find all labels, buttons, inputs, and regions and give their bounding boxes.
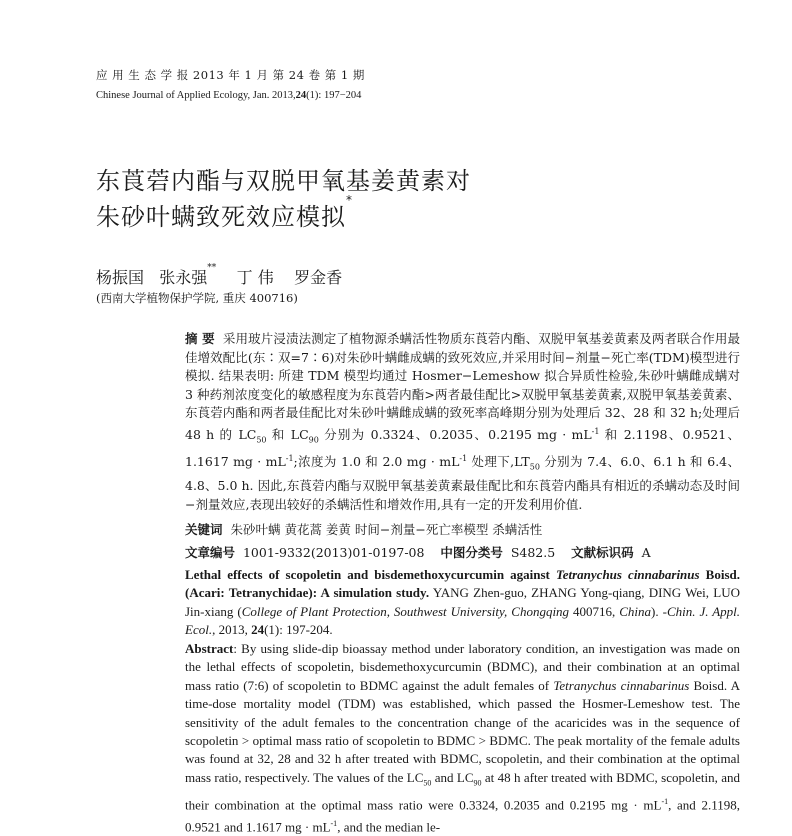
- affil-text: (: [237, 603, 242, 619]
- doc-code: A: [641, 545, 651, 560]
- affil-text: ). -: [651, 603, 667, 619]
- abstract-en-text: , and 2.1198, 0.9521 and 1.1617 mg · mL: [185, 797, 740, 834]
- abstract-en-label: Abstract: [185, 641, 234, 656]
- header-en-volume: 24: [295, 90, 307, 101]
- journal-header-cn: 应 用 生 态 学 报 2013 年 1 月 第 24 卷 第 1 期: [96, 68, 365, 82]
- paper-title-line1: 东莨菪内酯与双脱甲氧基姜黄素对: [96, 167, 471, 195]
- abstract-cn-text: 处理下,LT: [467, 454, 530, 470]
- paper-title-line2: [96, 193, 353, 232]
- affil-text: 400716,: [569, 603, 620, 619]
- keywords-text: 朱砂叶螨 黄花蒿 姜黄 时间−剂量−死亡率模型 杀螨活性: [230, 522, 543, 537]
- subscript: 50: [423, 778, 432, 788]
- abstract-cn-text: 采用玻片浸渍法测定了植物源杀螨活性物质东莨菪内酯、双脱甲氧基姜黄素及两者联合作用最佳增效配比(东∶双=7∶6)对朱砂叶螨雌成螨的致死效应,并采用时间−剂量−死亡率(TDM)模型进行模拟. 结果表明: 所建 TDM 模型均通过 Hosmer−Lemeshow 拟合异质性检验,朱砂叶螨雌成螨对 3 种药剂浓度变化的敏感程度为东莨菪内酯>两者最佳配比>双脱甲氧基姜黄素,双脱甲氧基姜黄素、东莨菪内酯和两者最佳配比对朱砂叶螨雌成螨的致死率高峰期分别为处理后 32、28 和 32 h;处理后 48 h 的 LC: [185, 331, 740, 443]
- species-name: Tetranychus cinnabarinus: [555, 567, 700, 582]
- species-name: Tetranychus cinnabarinus: [553, 677, 690, 693]
- subscript: 50: [256, 435, 267, 445]
- abstract-cn-text: 分别为 7.4、6.0、6.1 h 和 6.4、4.8、5.0 h. 因此,东莨菪内酯与双脱甲氧基姜黄素最佳配比和东莨菪内酯具有相近的杀螨动态及时间−剂量效应,表现出较好的杀螨活性和增效作用,具有一定的开发利用价值.: [185, 454, 741, 513]
- journal-header-en: [96, 90, 361, 101]
- citation-volume: 24: [251, 622, 265, 638]
- superscript: -1: [459, 454, 468, 464]
- abstract-cn-text: ;浓度为 1.0 和 2.0 mg · mL: [293, 454, 460, 470]
- english-title-text: Lethal effects of scopoletin and bisdemethoxycurcumin against: [185, 567, 556, 582]
- affil-italic: College of Plant Protection, Southwest University, Chongqing: [241, 603, 570, 619]
- keywords: [185, 520, 542, 538]
- title-footnote-mark: *: [346, 193, 353, 207]
- citation-text: (1): 197-204.: [264, 622, 333, 638]
- subscript: 90: [308, 435, 319, 445]
- abstract-cn-text: 和 2.1198、0.9521、1.1617 mg · mL: [185, 427, 740, 470]
- header-en-prefix: Chinese Journal of Applied Ecology, Jan. 2013,: [96, 90, 296, 101]
- clc-label: 中图分类号: [440, 545, 503, 560]
- citation-text: , 2013,: [212, 622, 252, 638]
- keywords-label: 关键词: [185, 522, 223, 537]
- english-title-text: Boisd. (Acari: Tetranychidae): A simulation study.: [185, 567, 741, 601]
- superscript: -1: [330, 818, 338, 828]
- abstract-cn: [185, 330, 740, 515]
- author-1: 杨振国: [96, 268, 145, 287]
- clc-code: S482.5: [510, 545, 556, 560]
- superscript: -1: [661, 796, 669, 806]
- article-no: 1001-9332(2013)01-0197-08: [242, 545, 425, 560]
- affiliation: (西南大学植物保护学院, 重庆 400716): [96, 291, 298, 305]
- abstract-cn-text: 分别为 0.3324、0.2035、0.2195 mg · mL: [318, 427, 592, 443]
- abstract-cn-text: 和 LC: [266, 427, 309, 443]
- author-2: 张永强: [159, 268, 208, 287]
- corresponding-mark: **: [207, 263, 217, 273]
- english-title-block: [185, 566, 740, 640]
- article-no-label: 文章编号: [185, 545, 236, 560]
- abstract-en-text: Boisd. A time-dose mortality model (TDM) was established, which passed the Hosmer-Lemeshow test. The sensitivity of the adult females to the concentration change of the acaricides was in the sequence of scopoletin > optimal mass ratio of scopoletin to BDMC > BDMC. The peak mortality of the female adults was found at 32, 28 and 32 h after treated with BDMC, scopoletin, and their combination at the optimal mass ratio, respectively. The values of the LC: [185, 677, 740, 785]
- journal-name: Chin. J. Appl. Ecol.: [185, 603, 740, 638]
- abstract-en-text: at 48 h after treated with BDMC, scopoletin, and their combination at the optimal mass ratio were 0.3324, 0.2035 and 0.2195 mg · mL: [185, 769, 740, 813]
- english-authors: YANG Zhen-guo, ZHANG Yong-qiang, DING Wei, LUO Jin-xiang: [185, 585, 740, 619]
- author-3: 丁 伟: [236, 268, 274, 287]
- english-abstract: [185, 640, 740, 836]
- superscript: -1: [591, 426, 600, 436]
- superscript: -1: [285, 454, 294, 464]
- classification-line: [185, 543, 651, 561]
- subscript: 90: [473, 778, 482, 788]
- abstract-cn-label: 摘 要: [185, 331, 215, 346]
- header-en-suffix: (1): 197−204: [306, 90, 362, 101]
- title-line2-text: 朱砂叶螨致死效应模拟: [96, 203, 346, 231]
- abstract-en-text: and LC: [431, 769, 474, 785]
- author-list: [96, 265, 342, 288]
- subscript: 50: [529, 462, 540, 472]
- abstract-en-text: , and the median le-: [337, 818, 441, 834]
- affil-italic: China: [619, 603, 652, 619]
- doc-code-label: 文献标识码: [571, 545, 634, 560]
- author-4: 罗金香: [294, 268, 343, 287]
- abstract-en-text: : By using slide-dip bioassay method under laboratory condition, an investigation was made on the lethal effects of scopoletin, bisdemethoxycurcumin (BDMC), and their combination at an optimal mass ratio (7:6) of scopoletin to BDMC against the adult females of: [185, 641, 740, 693]
